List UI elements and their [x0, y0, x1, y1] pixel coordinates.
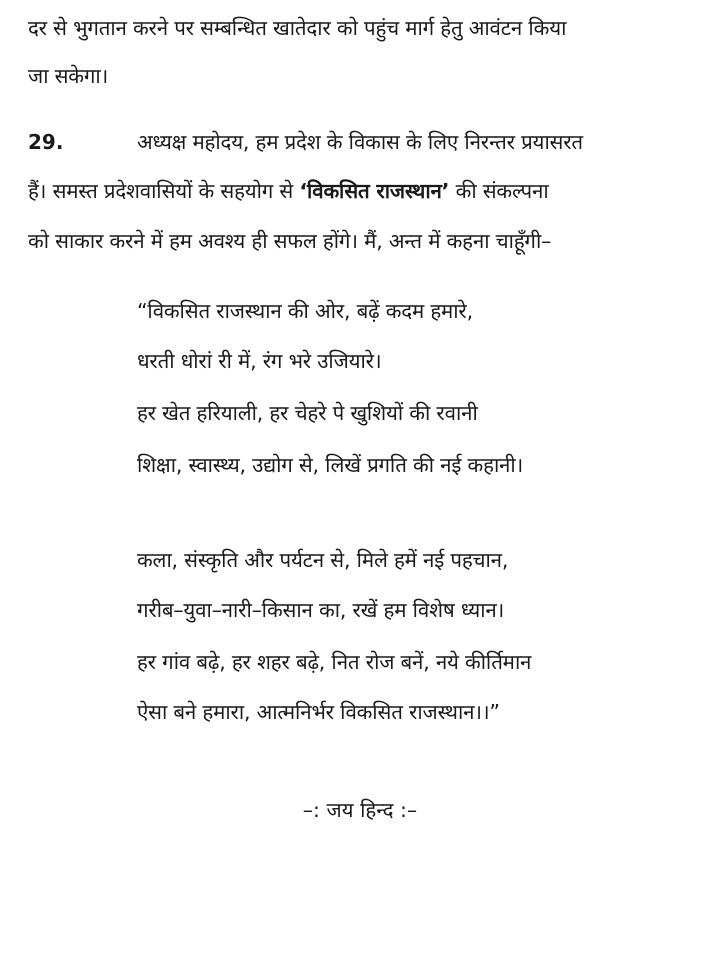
poem-stanza-2-line-4: ऐसा बने हमारा, आत्मनिर्भर विकसित राजस्थान।।”: [137, 700, 500, 724]
paragraph-29-line-1: अध्यक्ष महोदय, हम प्रदेश के विकास के लिए निरन्तर प्रयासरत: [137, 130, 583, 154]
poem-stanza-1-line-3: हर खेत हरियाली, हर चेहरे पे खुशियों की रवानी: [137, 401, 478, 425]
paragraph-29-line-2-end: की संकल्पना: [449, 179, 549, 203]
poem-stanza-2-line-3: हर गांव बढ़े, हर शहर बढ़े, नित रोज बनें, नये कीर्तिमान: [137, 650, 532, 674]
paragraph-number: 29.: [28, 130, 64, 154]
poem-stanza-1-line-4: शिक्षा, स्वास्थ्य, उद्योग से, लिखें प्रगति की नई कहानी।: [137, 453, 524, 477]
prev-paragraph-line-2: जा सकेगा।: [28, 64, 109, 88]
closing-salutation: –: जय हिन्द :–: [302, 798, 418, 822]
paragraph-29-emphasis: ‘विकसित राजस्थान’: [299, 179, 450, 203]
poem-stanza-2-line-2: गरीब–युवा–नारी–किसान का, रखें हम विशेष ध्यान।: [137, 598, 505, 622]
paragraph-29-line-2-start: हैं। समस्त प्रदेशवासियों के सहयोग से: [28, 179, 300, 203]
poem-stanza-1-line-2: धरती धोरां री में, रंग भरे उजियारे।: [137, 349, 382, 373]
paragraph-29-line-3: को साकार करने में हम अवश्य ही सफल होंगे। मैं, अन्त में कहना चाहूँगी–: [28, 229, 552, 253]
paragraph-29-line-2: [28, 177, 548, 205]
poem-stanza-2-line-1: कला, संस्कृति और पर्यटन से, मिले हमें नई पहचान,: [137, 548, 509, 572]
poem-stanza-1-line-1: “विकसित राजस्थान की ओर, बढ़ें कदम हमारे,: [137, 299, 473, 323]
prev-paragraph-line-1: दर से भुगतान करने पर सम्बन्धित खातेदार को पहुंच मार्ग हेतु आवंटन किया: [28, 16, 567, 40]
